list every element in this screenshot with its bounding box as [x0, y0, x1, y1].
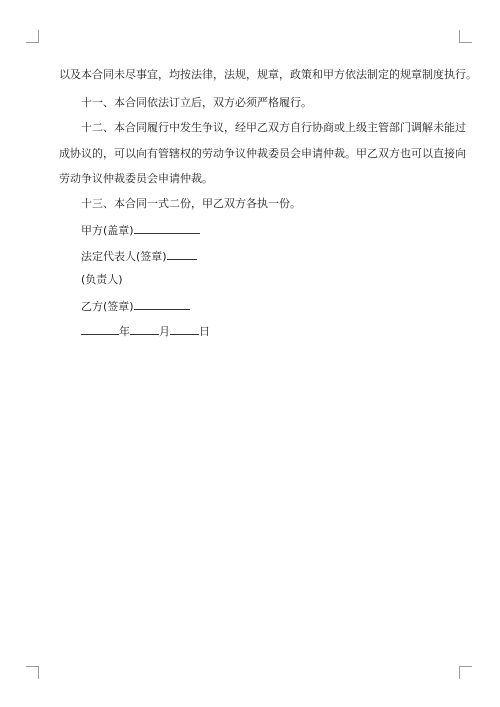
page-corner-mark-bottom-left — [26, 666, 39, 679]
party-b-label: 乙方(签章) — [81, 300, 134, 313]
responsible-label: (负责人) — [81, 273, 123, 286]
legal-rep-blank — [167, 248, 197, 260]
clause-12-line-1: 十二、本合同履行中发生争议，经甲乙双方自行协商或上级主管部门调解未能过 — [81, 121, 466, 134]
year-label: 年 — [119, 325, 130, 338]
party-a-signature-line — [81, 222, 200, 237]
day-label: 日 — [199, 325, 210, 338]
page-corner-mark-top-right — [459, 30, 472, 43]
party-a-blank — [134, 222, 200, 234]
page-corner-mark-top-left — [26, 30, 39, 43]
responsible-person-line — [81, 273, 123, 286]
year-blank — [81, 323, 119, 335]
day-blank — [170, 323, 199, 335]
legal-rep-label: 法定代表人(签章) — [81, 250, 167, 263]
month-blank — [130, 323, 159, 335]
party-b-signature-line — [81, 298, 190, 313]
date-line — [81, 323, 210, 338]
party-a-label: 甲方(盖章) — [81, 224, 134, 237]
page-corner-mark-bottom-right — [459, 666, 472, 679]
legal-rep-signature-line — [81, 248, 197, 263]
clause-12-line-3: 劳动争议仲裁委员会申请仲裁。 — [59, 172, 213, 185]
party-b-blank — [134, 298, 190, 310]
paragraph-line: 以及本合同未尽事宜，均按法律，法规，规章，政策和甲方依法制定的规章制度执行。 — [59, 68, 477, 81]
clause-12-line-2: 成协议的，可以向有管辖权的劳动争议仲裁委员会申请仲裁。甲乙双方也可以直接向 — [59, 147, 466, 160]
clause-11: 十一、本合同依法订立后，双方必须严格履行。 — [81, 96, 312, 109]
month-label: 月 — [159, 325, 170, 338]
clause-13: 十三、本合同一式二份，甲乙双方各执一份。 — [81, 197, 301, 210]
